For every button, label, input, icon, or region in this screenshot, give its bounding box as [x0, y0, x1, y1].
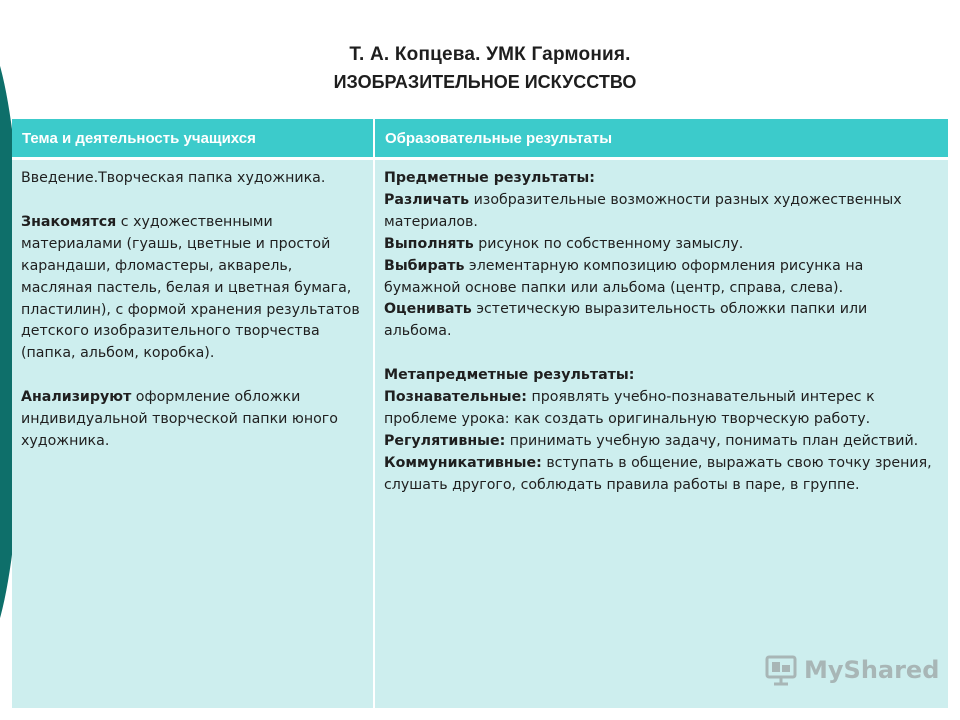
topic-paragraph-1 [21, 212, 364, 365]
result-1 [384, 190, 939, 234]
lesson-table [12, 119, 948, 708]
presentation-icon [764, 653, 798, 687]
results-cell [374, 159, 948, 709]
topic-p1-text: с художественными материалами (гуашь, цветные и простой карандаши, фломастеры, акварель, масляная пастель, белая и цветная бумага, пластилин), с формой хранения результатов детского изобразительного творчества (папка, альбом, коробка). [21, 213, 360, 362]
watermark-text: MyShared [804, 656, 940, 684]
meta-2-text: принимать учебную задачу, понимать план действий. [505, 432, 919, 449]
result-3-text: элементарную композицию оформления рисунка на бумажной основе папки или альбома (центр, справа, слева). [384, 257, 864, 296]
meta-1-label: Познавательные: [384, 389, 527, 406]
result-2-text: рисунок по собственному замыслу. [473, 235, 744, 252]
title-author: Т. А. Копцева. УМК Гармония. [349, 44, 631, 65]
topic-intro: Введение.Творческая папка художника. [21, 170, 326, 186]
subject-heading-text: Предметные результаты: [384, 170, 595, 186]
watermark [764, 650, 939, 690]
header-topic: Тема и деятельность учащихся [12, 119, 374, 159]
result-4-verb: Оценивать [384, 301, 472, 318]
meta-2-label: Регулятивные: [384, 432, 506, 449]
meta-results-heading [384, 365, 939, 387]
slide-title [0, 44, 960, 93]
table-row [12, 159, 948, 709]
result-1-verb: Различать [384, 191, 470, 208]
topic-cell [12, 159, 374, 709]
result-1-text: изобразительные возможности разных художественных материалов. [384, 191, 902, 230]
meta-heading-text: Метапредметные результаты: [384, 367, 635, 384]
topic-p2-text: оформление обложки индивидуальной творческой папки юного художника. [21, 389, 338, 450]
meta-1 [384, 387, 939, 431]
meta-1-text: проявлять учебно-познавательный интерес к проблеме урока: как создать оригинальную творческую работу. [384, 389, 875, 428]
result-2-verb: Выполнять [384, 235, 474, 252]
table-header-row [12, 119, 948, 159]
result-2 [384, 234, 939, 256]
topic-p1-verb: Знакомятся [21, 213, 117, 230]
result-3 [384, 256, 939, 300]
meta-2 [384, 431, 939, 453]
subject-results-heading [384, 168, 939, 190]
result-4-text: эстетическую выразительность обложки папки или альбома. [384, 301, 868, 340]
meta-3-label: Коммуникативные: [384, 454, 542, 471]
meta-3 [384, 453, 939, 497]
title-subject: ИЗОБРАЗИТЕЛЬНОЕ ИСКУССТВО [333, 72, 637, 92]
topic-p2-verb: Анализируют [21, 389, 132, 406]
result-4 [384, 299, 939, 343]
header-results: Образовательные результаты [374, 119, 948, 159]
topic-paragraph-2 [21, 387, 364, 453]
meta-3-text: вступать в общение, выражать свою точку зрения, слушать другого, соблюдать правила работы в паре, в группе. [384, 454, 932, 493]
result-3-verb: Выбирать [384, 257, 465, 274]
